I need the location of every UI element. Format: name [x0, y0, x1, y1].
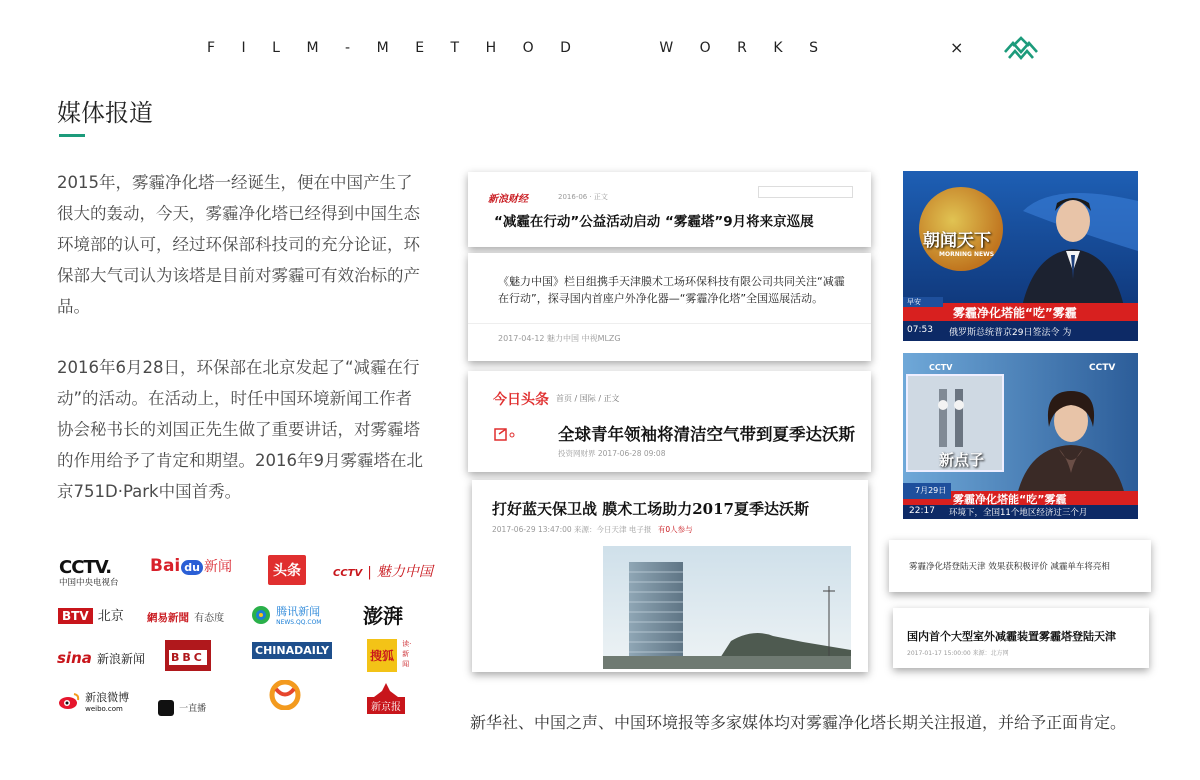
- clipping-headline: “减霾在行动”公益活动启动 “雾霾塔”9月将来京巡展: [494, 214, 814, 230]
- title-underline: [59, 134, 85, 137]
- tencent-news-logo: 腾讯新闻 NEWS.QQ.COM: [251, 603, 321, 626]
- channel-logo: CCTV: [929, 363, 953, 372]
- clipping-meta: 2017-06-29 13:47:00 来源：今日天津 电子报 有0人参与: [492, 525, 693, 534]
- news-clipping-tianjin: [472, 480, 868, 672]
- netease-logo: 網易新聞 有态度: [147, 612, 225, 624]
- btv-logo: BTV 北京: [58, 605, 124, 624]
- tv-time: 22:17: [909, 506, 935, 516]
- program-title: 朝闻天下: [923, 231, 991, 251]
- baidu-news-logo: Bai du 新闻: [150, 556, 232, 576]
- tv-still-new-ideas: [903, 353, 1138, 519]
- tv-ticker-headline: 雾霾净化塔能“吃”雾霾: [953, 493, 1067, 506]
- weibo-logo: 新浪微博 weibo.com: [58, 689, 129, 713]
- tv-news-strip: 环境下，全国11个地区经济过三个月: [949, 508, 1088, 518]
- brand-bar: [0, 34, 1200, 64]
- collab-x: ×: [950, 38, 964, 57]
- toutiao-source: 今日头条: [493, 392, 549, 408]
- ifeng-logo: [268, 680, 302, 714]
- comment-icon: [494, 428, 516, 442]
- news-clipping-toutiao: [468, 371, 871, 472]
- program-title-en: MORNING NEWS: [939, 251, 995, 258]
- news-clipping-north-net: [893, 608, 1149, 668]
- clipping-body: 《魅力中国》栏目组携手天津膜术工场环保科技有限公司共同关注“减霾在行动”，探寻国内首座户外净化器—“雾霾净化塔”全国巡展活动。: [498, 275, 845, 305]
- news-clipping-sina-finance: [468, 172, 871, 247]
- sina-finance-source: 新浪财经: [488, 194, 528, 205]
- xinjingbao-logo: 新京报: [367, 683, 405, 714]
- tv-news-strip: 俄罗斯总统普京29日签法令 为: [949, 328, 1072, 338]
- phoenix-icon: [268, 680, 302, 710]
- tower-photo: [603, 546, 851, 669]
- tv-time: 07:53: [907, 325, 933, 335]
- breadcrumb: 首页 / 国际 / 正文: [556, 394, 620, 403]
- cctv-mlzg-logo: CCTV | 魅力中国: [333, 564, 433, 580]
- yizhibo-icon: [158, 700, 174, 716]
- thepaper-logo: 澎湃: [363, 604, 403, 628]
- tencent-icon: [251, 605, 271, 625]
- tv-still-morning-news: [903, 171, 1138, 341]
- sina-news-logo: sina 新浪新闻: [57, 649, 145, 667]
- page-title: 媒体报道: [57, 99, 153, 127]
- clipping-meta: 2016-06 · 正文: [558, 193, 608, 201]
- news-clipping-tianjin-small: [889, 540, 1151, 592]
- program-title: 新点子: [939, 451, 985, 469]
- toutiao-logo: 头条: [268, 555, 306, 585]
- tv-small-label: 早安: [907, 298, 921, 306]
- mountain-logo-icon: [1003, 36, 1039, 62]
- brand-name: FILM-METHOD WORKS: [207, 40, 845, 56]
- clipping-headline: 国内首个大型室外减霾装置雾霾塔登陆天津: [907, 630, 1116, 643]
- intro-paragraph: 2015年，雾霾净化塔一经诞生，便在中国产生了很大的轰动，今天，雾霾净化塔已经得到中国生态环境部的认可，经过环保部科技司的充分论证，环保部大气司认为该塔是目前对雾霾可有效治标的产品。: [57, 173, 420, 316]
- chinadaily-logo: CHINADAILY: [252, 642, 332, 659]
- tower-icon: [374, 683, 398, 697]
- weibo-icon: [58, 692, 80, 710]
- clipping-meta: 2017-01-17 15:00:00 来源：北方网: [907, 650, 1009, 657]
- event-paragraph: 2016年6月28日，环保部在北京发起了“减霾在行动”的活动。在活动上，时任中国环境新闻工作者协会秘书长的刘国正先生做了重要讲话，对雾霾塔的作用给予了肯定和期望。2016年9月雾霾塔在北京751D·Park中国首秀。: [57, 358, 423, 501]
- clipping-headline: 打好蓝天保卫战 膜术工场助力2017夏季达沃斯: [492, 500, 809, 518]
- tv-ticker-headline: 雾霾净化塔能“吃”雾霾: [953, 306, 1077, 320]
- channel-bug: CCTV: [1089, 363, 1116, 373]
- media-logos: [55, 553, 440, 723]
- news-clipping-mlzg: [468, 253, 871, 361]
- clipping-headline: 全球青年领袖将清洁空气带到夏季达沃斯: [558, 425, 855, 444]
- bbc-logo: BBC: [165, 640, 211, 671]
- cctv-logo: CCTV. 中国中央电视台: [59, 557, 119, 588]
- tv-date: 7月29日: [915, 486, 947, 495]
- clipping-meta: 2017-04-12 魅力中国 中视MLZG: [498, 334, 621, 343]
- yizhibo-logo: 一直播: [158, 697, 206, 716]
- clipping-headline: 雾霾净化塔登陆天津 效果获积极评价 减霾单车将亮相: [909, 562, 1110, 572]
- clipping-meta: 投资网财界 2017-06-28 09:08: [558, 449, 666, 458]
- sohu-logo: 搜狐 读·新闻: [367, 639, 412, 672]
- search-box: [758, 186, 853, 198]
- media-caption: 新华社、中国之声、中国环境报等多家媒体均对雾霾净化塔长期关注报道，并给予正面肯定。: [470, 713, 1127, 732]
